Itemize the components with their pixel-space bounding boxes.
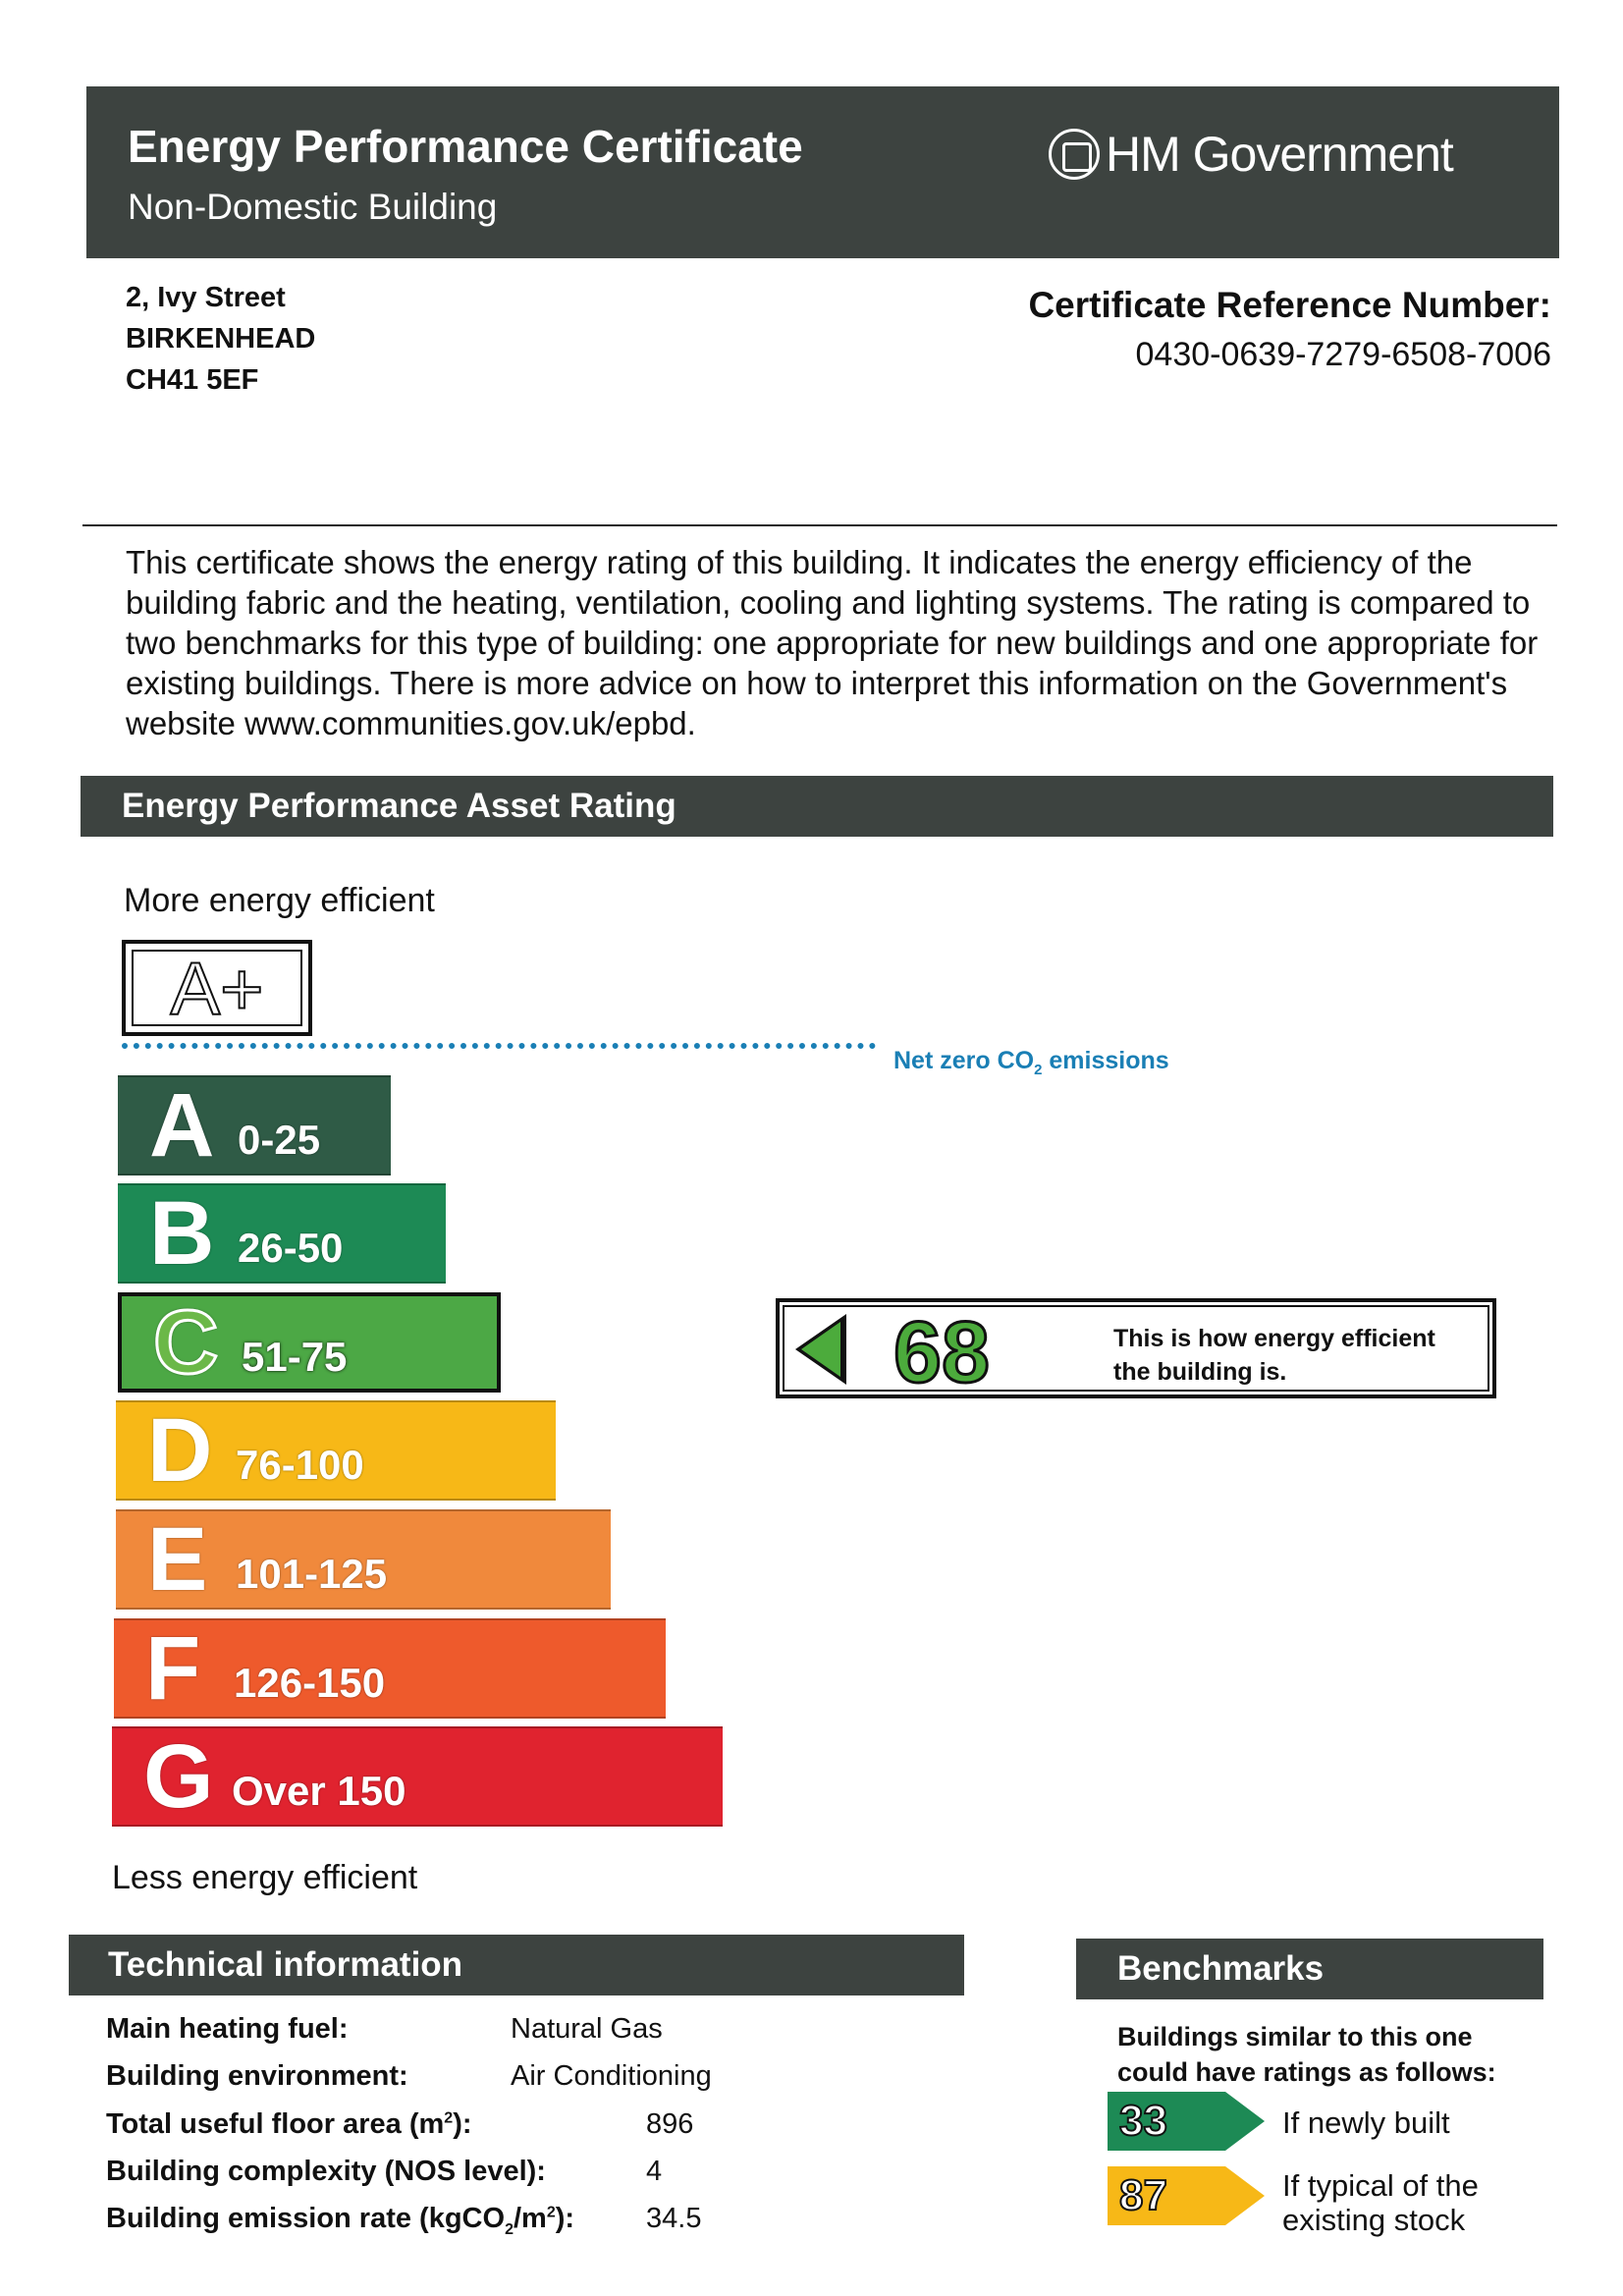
- tech-label-text: Total useful floor area (m: [106, 2108, 445, 2140]
- band-letter: E: [147, 1508, 208, 1610]
- certificate-subtitle: Non-Domestic Building: [128, 187, 498, 227]
- certificate-title: Energy Performance Certificate: [128, 121, 803, 172]
- band-letter: A: [149, 1074, 215, 1175]
- benchmark-new-label-text: If newly built: [1282, 2105, 1450, 2140]
- tech-label-text: ):: [453, 2108, 472, 2140]
- benchmark-new-label: [1282, 2105, 1450, 2140]
- tech-label-sup: 2: [546, 2204, 556, 2221]
- band-letter: D: [147, 1399, 213, 1501]
- band-range: 51-75: [242, 1334, 348, 1380]
- tech-label: [106, 2108, 472, 2140]
- band-c: [118, 1292, 501, 1393]
- benchmarks-heading: Benchmarks: [1076, 1939, 1543, 1999]
- net-zero-suffix: emissions: [1042, 1047, 1169, 1074]
- benchmark-existing-label-line-2: existing stock: [1282, 2203, 1466, 2237]
- rating-indicator-text: [1113, 1322, 1435, 1389]
- rating-arrow-fill: [801, 1322, 840, 1377]
- tech-label: Building environment:: [106, 2060, 408, 2092]
- net-zero-dotted-line: [122, 1043, 876, 1049]
- tech-label-sub: 2: [505, 2220, 514, 2238]
- band-f: [114, 1618, 666, 1719]
- divider: [82, 524, 1557, 526]
- more-efficient-label: More energy efficient: [124, 882, 435, 919]
- indicator-text-line-2: the building is.: [1113, 1358, 1287, 1386]
- benchmarks-intro: [1117, 2019, 1496, 2090]
- hm-government-logo: [1049, 126, 1453, 183]
- tech-row-emission-rate: [106, 2203, 574, 2239]
- band-range: 101-125: [236, 1551, 388, 1597]
- tech-label-sup: 2: [444, 2109, 454, 2127]
- net-zero-prefix: Net zero CO: [893, 1047, 1035, 1074]
- band-e: [116, 1509, 611, 1610]
- tech-label: Main heating fuel:: [106, 2013, 349, 2045]
- band-letter: G: [143, 1725, 214, 1827]
- net-zero-subscript: 2: [1034, 1062, 1043, 1078]
- tech-label: Building complexity (NOS level):: [106, 2156, 546, 2187]
- tech-value: 896: [646, 2108, 694, 2140]
- benchmark-existing-value: 87: [1119, 2171, 1167, 2219]
- asset-rating-heading: Energy Performance Asset Rating: [81, 776, 1553, 837]
- tech-label: [106, 2203, 575, 2238]
- tech-label-text: Building emission rate (kgCO: [106, 2203, 506, 2234]
- certificate-reference-number: 0430-0639-7279-6508-7006: [1135, 336, 1551, 373]
- tech-row-floor-area: [106, 2108, 472, 2141]
- tech-row-environment: [106, 2060, 408, 2093]
- net-zero-label: [893, 1047, 1169, 1078]
- benchmarks-intro-line-1: Buildings similar to this one: [1117, 2022, 1473, 2051]
- tech-value: Air Conditioning: [511, 2060, 712, 2092]
- address-line-2: BIRKENHEAD: [126, 323, 316, 355]
- benchmark-existing-label: [1282, 2168, 1479, 2237]
- current-rating-value: 68: [893, 1303, 990, 1400]
- less-efficient-label: Less energy efficient: [112, 1859, 418, 1896]
- band-range: Over 150: [232, 1768, 406, 1814]
- band-letter: F: [145, 1617, 201, 1719]
- address-line-3: CH41 5EF: [126, 364, 259, 396]
- aplus-label: A+: [132, 950, 302, 1026]
- tech-row-heating-fuel: [106, 2013, 349, 2046]
- tech-label-text: ):: [555, 2203, 575, 2234]
- tech-value: Natural Gas: [511, 2013, 663, 2045]
- property-address: [126, 277, 315, 401]
- band-range: 26-50: [238, 1225, 344, 1271]
- certificate-reference-label: Certificate Reference Number:: [1028, 285, 1551, 325]
- tech-value: 34.5: [646, 2203, 702, 2234]
- benchmark-new-value: 33: [1119, 2097, 1167, 2145]
- band-a: [118, 1075, 391, 1175]
- address-line-1: 2, Ivy Street: [126, 282, 286, 313]
- band-g: [112, 1726, 723, 1827]
- band-letter: C: [153, 1291, 219, 1393]
- tech-value: 4: [646, 2156, 663, 2187]
- benchmark-existing-label-line-1: If typical of the: [1282, 2168, 1479, 2203]
- band-range: 0-25: [238, 1117, 321, 1163]
- tech-label-text: /m: [513, 2203, 547, 2234]
- band-range: 76-100: [236, 1442, 364, 1488]
- technical-info-heading: Technical information: [69, 1935, 964, 1995]
- benchmarks-intro-line-2: could have ratings as follows:: [1117, 2057, 1496, 2087]
- tech-row-complexity: [106, 2156, 546, 2188]
- indicator-text-line-1: This is how energy efficient: [1113, 1325, 1435, 1352]
- band-letter: B: [149, 1182, 215, 1284]
- band-range: 126-150: [234, 1660, 386, 1706]
- intro-paragraph: This certificate shows the energy rating of this building. It indicates the energy efficiency of the building fabric and the heating, ventilation, cooling and lighting systems. The rating is compared to two benchmarks for this type of building: one appropriate for new buildings and one appropriate for existing buildings. There is more advice on how to interpret this information on the Government's website www.communities.gov.uk/epbd.: [126, 544, 1539, 741]
- band-b: [118, 1183, 446, 1284]
- band-d: [116, 1400, 556, 1501]
- royal-crest-icon: [1049, 129, 1100, 180]
- government-label: HM Government: [1106, 127, 1453, 182]
